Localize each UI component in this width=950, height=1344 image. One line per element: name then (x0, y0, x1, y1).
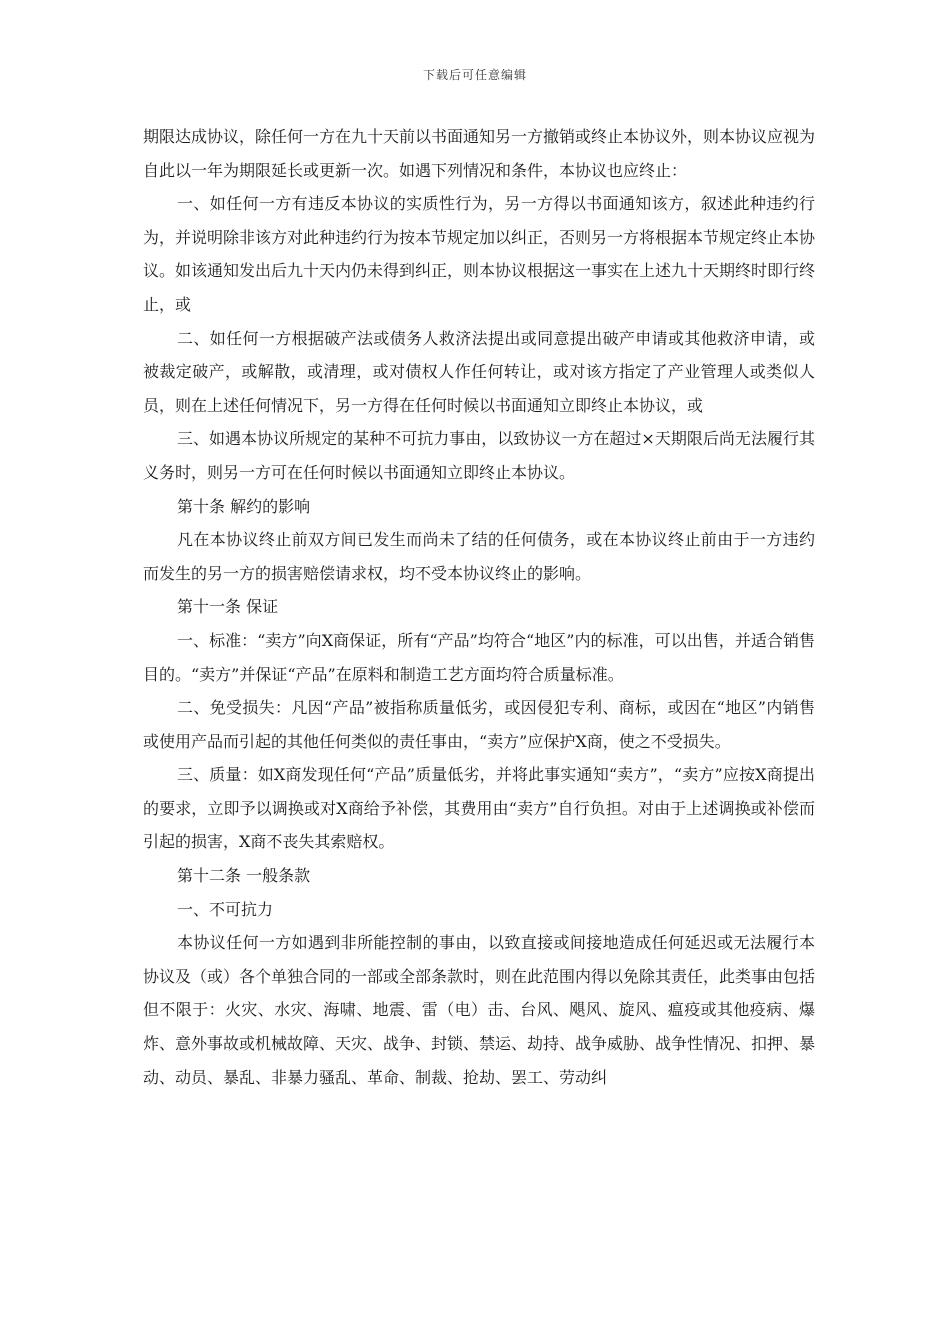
section-heading: 第十二条 一般条款 (177, 866, 311, 886)
subsection-heading: 一、不可抗力 (177, 899, 274, 919)
paragraph: 二、如任何一方根据破产法或债务人救济法提出或同意提出破产申请或其他救济申请，或被裁定破产，或解散，或清理，或对债权人作任何转让，或对该方指定了产业管理人或类似人员，则在上述任何情况下，另一方得在任何时候以书面通知立即终止本协议，或 (143, 328, 815, 415)
paragraph: 三、如遇本协议所规定的某种不可抗力事由，以致协议一方在超过×天期限后尚无法履行其义务时，则另一方可在任何时候以书面通知立即终止本协议。 (143, 429, 815, 482)
paragraph: 一、标准：“卖方”向X商保证，所有“产品”均符合“地区”内的标准，可以出售，并适合销售目的。“卖方”并保证“产品”在原料和制造工艺方面均符合质量标准。 (143, 630, 815, 684)
section-heading: 第十条 解约的影响 (177, 496, 311, 516)
section-heading: 第十一条 保证 (177, 597, 279, 617)
paragraph: 一、如任何一方有违反本协议的实质性行为，另一方得以书面通知该方，叙述此种违约行为，并说明除非该方对此种违约行为按本节规定加以纠正，否则另一方将根据本节规定终止本协议。如该通知发出后九十天内仍未得到纠正，则本协议根据这一事实在上述九十天期终时即行终止，或 (143, 194, 816, 314)
paragraph: 三、质量：如X商发现任何“产品”质量低劣，并将此事实通知“卖方”，“卖方”应按X商提出的要求，立即予以调换或对X商给予补偿，其费用由“卖方”自行负担。对由于上述调换或补偿而引起的损害，X商不丧失其索赔权。 (143, 765, 815, 852)
page-header-note: 下载后可任意编辑 (422, 68, 527, 82)
paragraph: 本协议任何一方如遇到非所能控制的事由，以致直接或间接地造成任何延迟或无法履行本协议及（或）各个单独合同的一部或全部条款时，则在此范围内得以免除其责任，此类事由包括但不限于：火灾、水灾、海啸、地震、雷（电）击、台风、飓风、旋风、瘟疫或其他疫病、爆炸、意外事故或机械故障、天灾、战争、封锁、禁运、劫持、战争威胁、战争性情况、扣押、暴动、动员、暴乱、非暴力骚乱、革命、制裁、抢劫、罢工、劳动纠 (143, 933, 816, 1087)
paragraph: 凡在本协议终止前双方间已发生而尚未了结的任何债务，或在本协议终止前由于一方违约而发生的另一方的损害赔偿请求权，均不受本协议终止的影响。 (143, 530, 815, 583)
paragraph: 二、免受损失：凡因“产品”被指称质量低劣，或因侵犯专利、商标，或因在“地区”内销售或使用产品而引起的其他任何类似的责任事由，“卖方”应保护X商，使之不受损失。 (143, 698, 815, 751)
paragraph: 期限达成协议，除任何一方在九十天前以书面通知另一方撤销或终止本协议外，则本协议应视为自此以一年为期限延长或更新一次。如遇下列情况和条件，本协议也应终止： (143, 127, 816, 180)
document-body (143, 120, 815, 1094)
